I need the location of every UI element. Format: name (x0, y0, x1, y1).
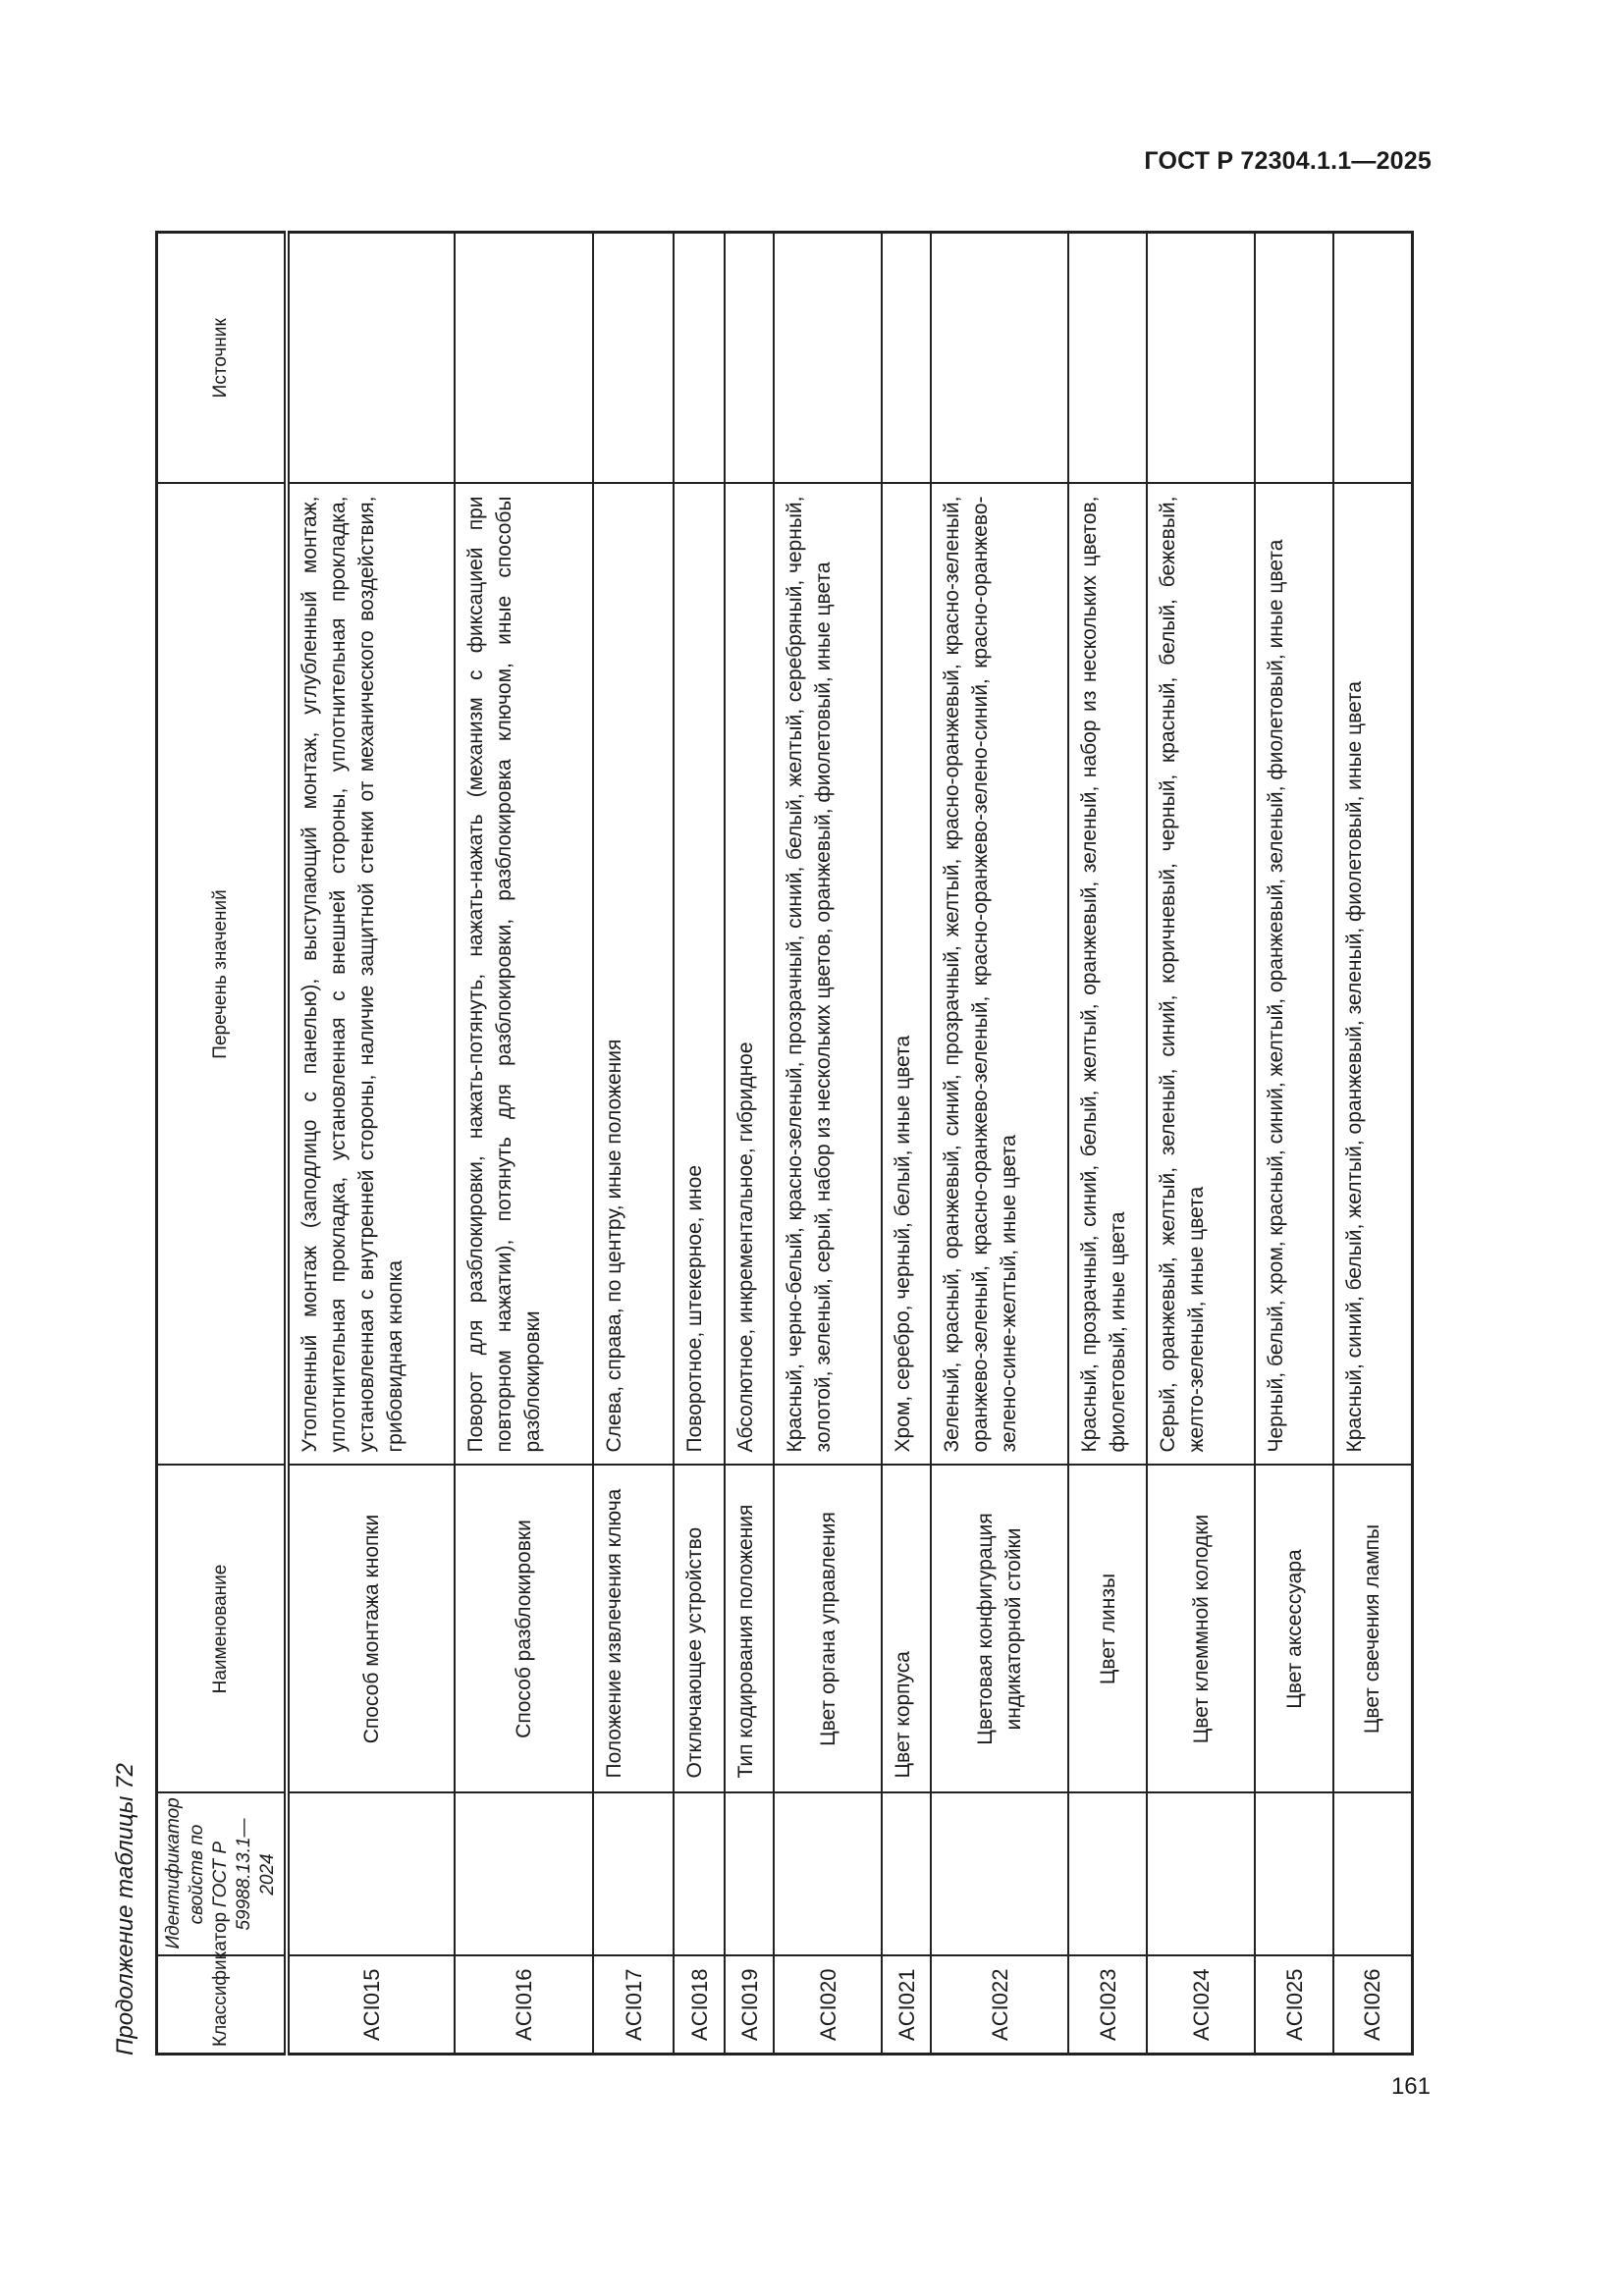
classifier-cell: ACI026 (1333, 1956, 1412, 2055)
values-cell: Красный, прозрачный, синий, белый, желтый, оранжевый, зеленый, набор из нескольких цветов, фиолетовый, иные цвета (1068, 484, 1147, 1466)
table-row (931, 233, 1068, 2055)
classifier-cell: ACI016 (455, 1956, 593, 2055)
name-cell: Цвет линзы (1068, 1466, 1147, 1793)
source-cell (1068, 233, 1147, 484)
classifier-cell: ACI018 (674, 1956, 725, 2055)
classifier-cell: ACI020 (774, 1956, 882, 2055)
values-cell: Серый, оранжевый, желтый, зеленый, синий, коричневый, черный, красный, белый, бежевый, желто-зеленый, иные цвета (1147, 484, 1255, 1466)
source-cell (931, 233, 1068, 484)
values-cell: Красный, черно-белый, красно-зеленый, прозрачный, синий, белый, желтый, серебряный, черный, золотой, зеленый, серый, набор из нескольких цветов, оранжевый, фиолетовый, иные цвета (774, 484, 882, 1466)
identifier-cell (287, 1793, 455, 1956)
name-cell: Способ разблокировки (455, 1466, 593, 1793)
header-source: Источник (157, 233, 288, 484)
source-cell (882, 233, 931, 484)
values-cell: Красный, синий, белый, желтый, оранжевый, зеленый, фиолетовый, иные цвета (1333, 484, 1412, 1466)
properties-table (155, 231, 1414, 2056)
identifier-cell (455, 1793, 593, 1956)
classifier-cell: ACI019 (725, 1956, 774, 2055)
source-cell (455, 233, 593, 484)
values-cell: Слева, справа, по центру, иные положения (593, 484, 674, 1466)
source-cell (725, 233, 774, 484)
name-cell: Цвет клеммной колодки (1147, 1466, 1255, 1793)
name-cell: Цвет свечения лампы (1333, 1466, 1412, 1793)
header-name: Наименование (157, 1466, 288, 1793)
source-cell (774, 233, 882, 484)
values-cell: Черный, белый, хром, красный, синий, желтый, оранжевый, зеленый, фиолетовый, иные цвета (1255, 484, 1333, 1466)
identifier-cell (725, 1793, 774, 1956)
source-cell (1147, 233, 1255, 484)
values-cell: Утопленный монтаж (заподлицо с панелью), выступающий монтаж, углубленный монтаж, уплотнительная прокладка, установленная с внешней стороны, уплотнительная прокладка, установленная с внутренней стороны, наличие защитной стенки от механического воздействия, грибовидная кнопка (287, 484, 455, 1466)
identifier-cell (1333, 1793, 1412, 1956)
table-row (1333, 233, 1412, 2055)
table-row (674, 233, 725, 2055)
identifier-cell (593, 1793, 674, 1956)
table-row (774, 233, 882, 2055)
name-cell: Способ монтажа кнопки (287, 1466, 455, 1793)
rotated-table-block (106, 234, 1385, 2056)
table-row (455, 233, 593, 2055)
header-classifier: Классификатор (157, 1956, 288, 2055)
classifier-cell: ACI022 (931, 1956, 1068, 2055)
values-cell: Поворотное, штекерное, иное (674, 484, 725, 1466)
source-cell (1333, 233, 1412, 484)
identifier-cell (1147, 1793, 1255, 1956)
values-cell: Зеленый, красный, оранжевый, синий, прозрачный, желтый, красно-оранжевый, красно-зеленый, оранжево-зеленый, красно-оранжево-зеленый, красно-оранжево-зелено-синий, красно-оранжево-зелено-сине-желтый, иные цвета (931, 484, 1068, 1466)
name-cell: Отключающее устройство (674, 1466, 725, 1793)
header-identifier: Идентификатор свойств по ГОСТ Р 59988.13.1—2024 (157, 1793, 288, 1956)
source-cell (593, 233, 674, 484)
identifier-cell (1255, 1793, 1333, 1956)
classifier-cell: ACI017 (593, 1956, 674, 2055)
table-row (1255, 233, 1333, 2055)
header-values: Перечень значений (157, 484, 288, 1466)
source-cell (1255, 233, 1333, 484)
identifier-cell (1068, 1793, 1147, 1956)
table-row (593, 233, 674, 2055)
name-cell: Цветовая конфигурация индикаторной стойки (931, 1466, 1068, 1793)
values-cell: Абсолютное, инкрементальное, гибридное (725, 484, 774, 1466)
source-cell (287, 233, 455, 484)
document-code: ГОСТ Р 72304.1.1—2025 (1144, 147, 1432, 175)
table-row (882, 233, 931, 2055)
identifier-cell (931, 1793, 1068, 1956)
table-row (1068, 233, 1147, 2055)
classifier-cell: ACI024 (1147, 1956, 1255, 2055)
page-number: 161 (1390, 2073, 1431, 2100)
name-cell: Положение извлечения ключа (593, 1466, 674, 1793)
table-row (287, 233, 455, 2055)
name-cell: Цвет органа управления (774, 1466, 882, 1793)
table-header-row (157, 233, 288, 2055)
classifier-cell: ACI025 (1255, 1956, 1333, 2055)
classifier-cell: ACI021 (882, 1956, 931, 2055)
name-cell: Цвет аксессуара (1255, 1466, 1333, 1793)
name-cell: Цвет корпуса (882, 1466, 931, 1793)
table-row (1147, 233, 1255, 2055)
name-cell: Тип кодирования положения (725, 1466, 774, 1793)
identifier-cell (774, 1793, 882, 1956)
classifier-cell: ACI023 (1068, 1956, 1147, 2055)
table-caption: Продолжение таблицы 72 (112, 1763, 138, 2056)
identifier-cell (674, 1793, 725, 1956)
values-cell: Поворот для разблокировки, нажать-потянуть, нажать-нажать (механизм с фиксацией при повторном нажатии), потянуть для разблокировки, разблокировка ключом, иные способы разблокировки (455, 484, 593, 1466)
classifier-cell: ACI015 (287, 1956, 455, 2055)
values-cell: Хром, серебро, черный, белый, иные цвета (882, 484, 931, 1466)
source-cell (674, 233, 725, 484)
identifier-cell (882, 1793, 931, 1956)
table-row (725, 233, 774, 2055)
